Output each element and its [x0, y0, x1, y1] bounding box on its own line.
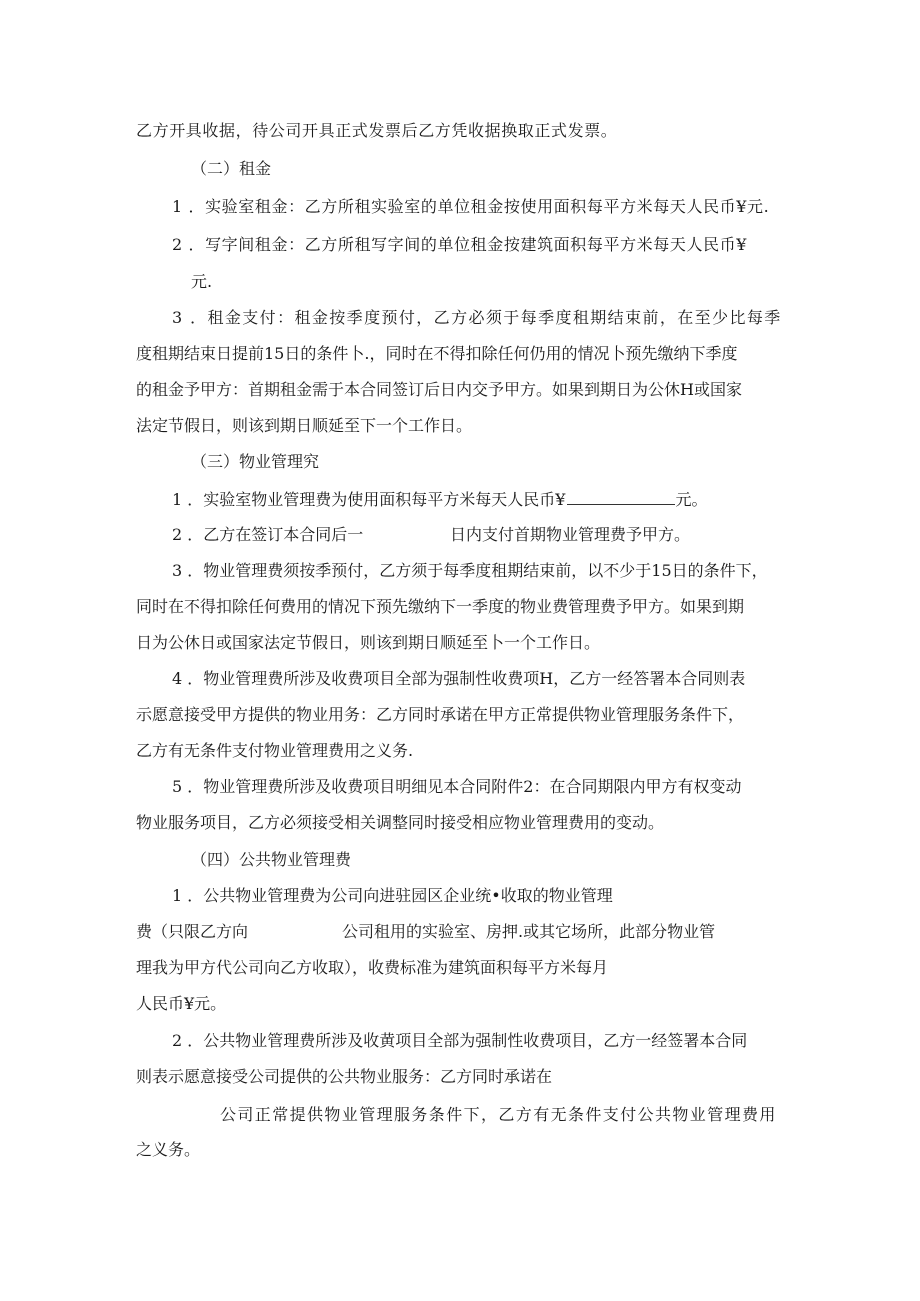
paragraph-line: 3 ．物业管理费须按季预付，乙方须于每季度租期结束前，以不少于15日的条件下， [172, 561, 768, 580]
paragraph-line: 费（只限乙方向 [136, 922, 249, 941]
paragraph-line: 5 ．物业管理费所涉及收费项目明细见本合同附件2：在合同期限内甲方有权变动 [172, 777, 742, 796]
section-heading-property-fee: （三）物业管理究 [191, 452, 320, 471]
paragraph-line: 元. [191, 272, 213, 291]
fill-in-blank [567, 489, 675, 505]
section-heading-public-fee: （四）公共物业管理费 [191, 850, 352, 869]
paragraph-line: 人民币¥元。 [136, 994, 227, 1013]
paragraph-line: 乙方有无条件支付物业管理费用之义务. [136, 741, 414, 760]
paragraph-line: 2 ．公共物业管理费所涉及收黄项目全部为强制性收费项目，乙方一经签署本合同 [172, 1031, 748, 1050]
paragraph-line: 2 ．乙方在签订本合同后一 [172, 525, 364, 544]
paragraph-text: 元。 [675, 490, 708, 509]
paragraph-line: 度租期结束日提前15日的条件卜.，同时在不得扣除任何仍用的情况卜预先缴纳下季度 [136, 344, 738, 363]
paragraph-text: 1 ．实验室物业管理费为使用面积每平方米每天人民币¥ [172, 490, 566, 509]
paragraph-line: 示愿意接受甲方提供的物业用务：乙方同时承诺在甲方正常提供物业管理服务条件下， [136, 705, 745, 724]
paragraph-line: 之义务。 [136, 1140, 201, 1159]
paragraph-line: 则表示愿意接受公司提供的公共物业服务：乙方同时承诺在 [136, 1067, 553, 1086]
paragraph-line [172, 489, 707, 510]
paragraph-line: 4 ．物业管理费所涉及收费项目全部为强制性收费项H，乙方一经答署本合同则表 [172, 669, 746, 688]
paragraph-line: 法定节假日，则该到期日顺延至下一个工作日。 [136, 416, 473, 435]
paragraph-line: 1 ．公共物业管理费为公司向进驻园区企业统•收取的物业管理 [172, 886, 613, 905]
paragraph-line: 3 ．租金支付：租金按季度预付，乙方必须于每季度租期结束前，在至少比每季 [172, 308, 782, 327]
paragraph-line: 1 ．实验室租金：乙方所租实验室的单位租金按使用面积每平方米每天人民币¥元. [172, 197, 770, 216]
paragraph-line: 物业服务项目，乙方必须接受相关调整同时接受相应物业管理费用的变动。 [136, 813, 665, 832]
paragraph-line: 理我为甲方代公司向乙方收取），收费标准为建筑面积每平方米每月 [136, 958, 609, 977]
paragraph-line: 2 ．写字间租金：乙方所租写字间的单位租金按建筑面积每平方米每天人民币¥ [172, 235, 748, 254]
paragraph-line: 的租金予甲方：首期租金需于本合同签订后日内交予甲方。如果到期日为公休H或国家 [136, 380, 742, 399]
section-heading-rent: （二）租金 [191, 159, 272, 178]
paragraph-line: 日为公休日或国家法定节假日，则该到期日顺延至卜一个工作日。 [136, 633, 601, 652]
paragraph-line: 同时在不得扣除任何费用的情况下预先缴纳下一季度的物业费管理费予甲方。如果到期 [136, 597, 745, 616]
paragraph-line: 公司正常提供物业管理服务条件下，乙方有无条件支付公共物业管理费用 [220, 1105, 777, 1124]
paragraph-line: 公司租用的实验室、房押.或其它场所，此部分物业管 [342, 922, 716, 941]
paragraph-line: 日内支付首期物业管理费予甲方。 [450, 525, 691, 544]
paragraph-line: 乙方开具收据，待公司开具正式发票后乙方凭收据换取正式发票。 [136, 121, 618, 140]
